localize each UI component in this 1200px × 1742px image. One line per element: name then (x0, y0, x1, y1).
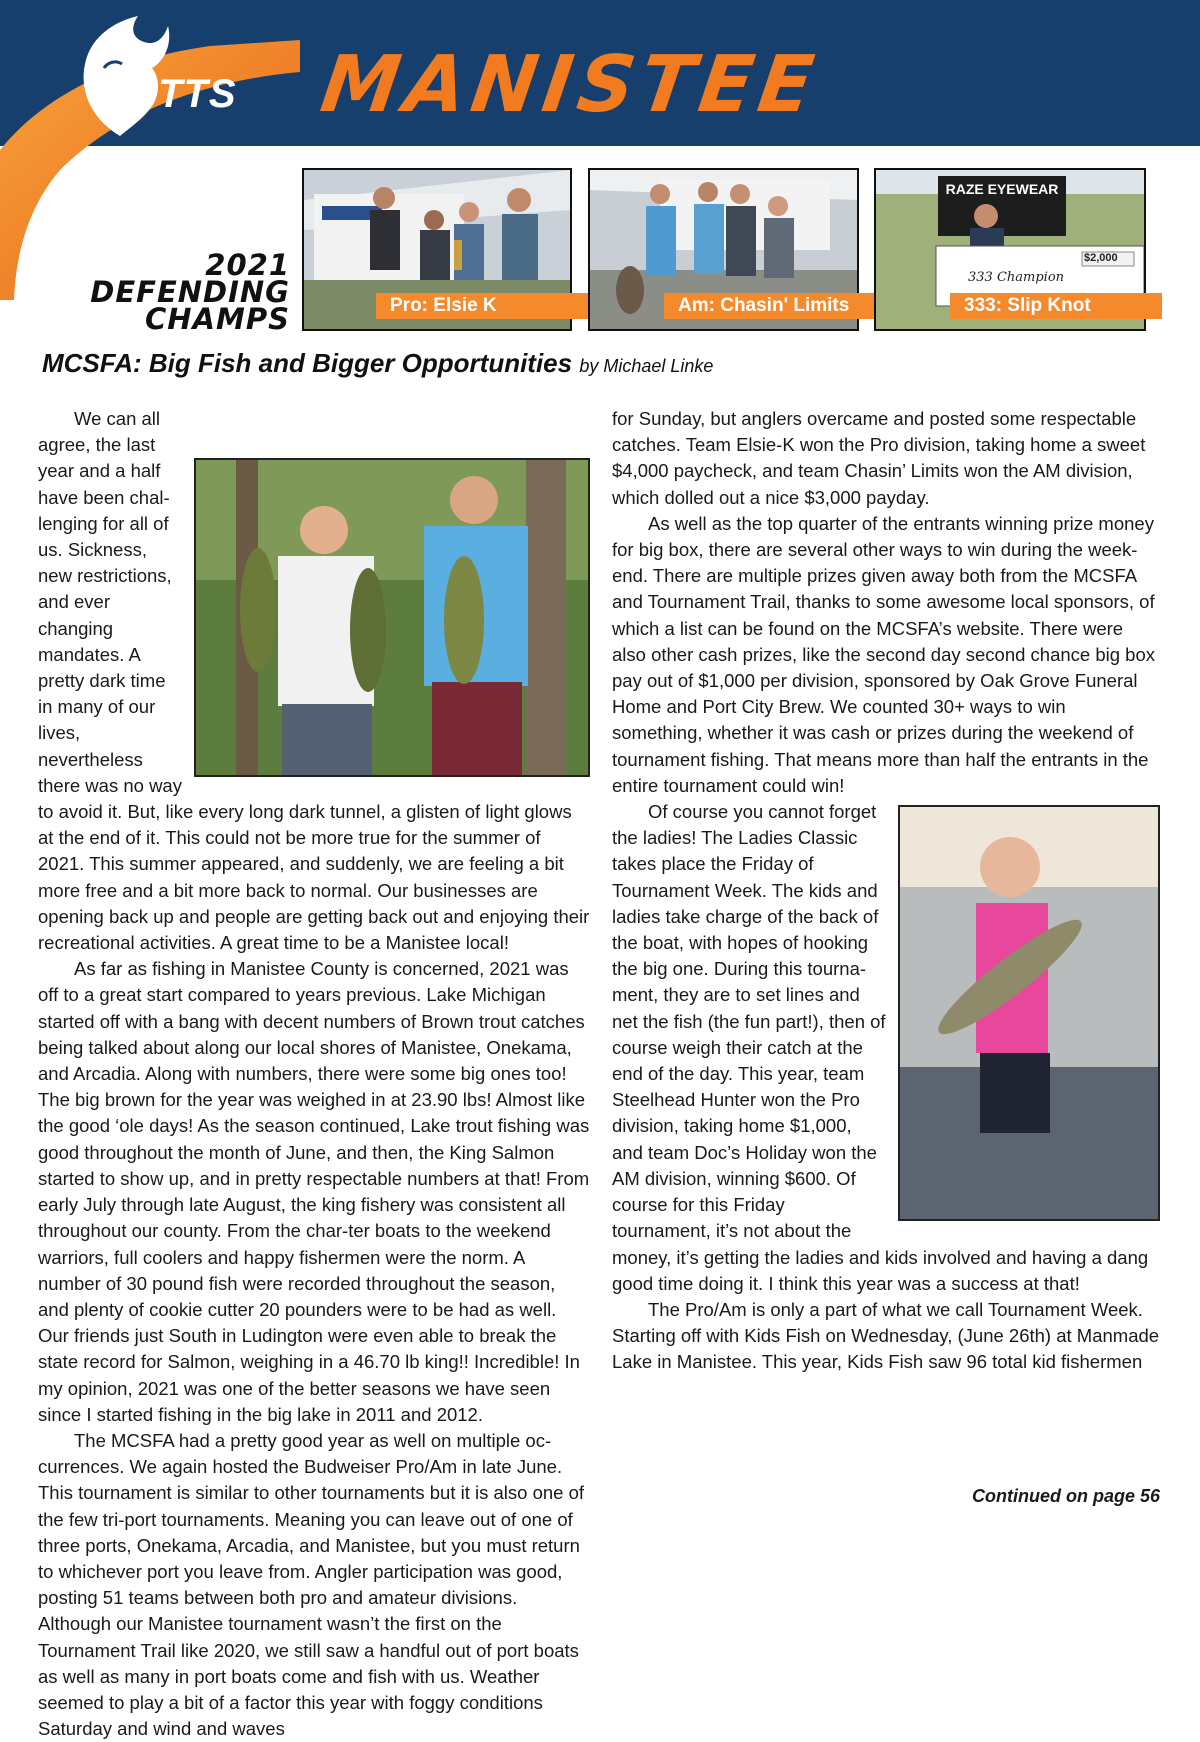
caption-am: Am: Chasin' Limits (664, 293, 878, 319)
article-byline: by Michael Linke (579, 356, 714, 376)
two-anglers-with-bass-image (196, 460, 588, 775)
champs-line2: DEFENDING (90, 275, 290, 309)
caption-333: 333: Slip Knot (950, 293, 1162, 319)
article-left-column (38, 406, 590, 1742)
check-amount-text: $2,000 (1084, 252, 1118, 264)
caption-pro: Pro: Elsie K (376, 293, 590, 319)
right-paragraph-1: for Sunday, but anglers overcame and posted some respectable catches. Team Elsie-K won the Pro division, taking home a sweet $4,000 paycheck, and team Chasin’ Limits won the AM division, which dolled out a nice $3,000 payday. (612, 408, 1146, 508)
article-right-column (612, 406, 1160, 1376)
woman-holding-walleye-image (900, 807, 1158, 1219)
champs-year: 2021 (205, 248, 290, 282)
masthead-title: MANISTEE (315, 40, 825, 130)
right-paragraph-3: Of course you cannot forget the ladies! The Ladies Classic takes place the Friday of Tournament Week. The kids and ladies take charge of the back of the boat, with hopes of hooking the big one. During this tourna-ment, they are to set lines and net the fish (the fun part!), then of course weigh their catch at the end of the day. This year, team Steelhead Hunter won the Pro division, taking home $1,000, and team Doc’s Holiday won the AM division, winning $600. Of course for this Friday tournament, it’s not about the money, it’s getting the ladies and kids involved and having a dang good time doing it. I think this year was a success at that! (612, 801, 1149, 1294)
left-paragraph-3: The MCSFA had a pretty good year as well on multiple oc-currences. We again hosted the Budweiser Pro/Am in late June. This tournament is similar to other tournaments but it is also one of the few tri-port tournaments. Meaning you can leave out of one of three ports, Onekama, Arcadia, and Manistee, but you must return to whichever port you leave from. Angler participation was good, posting 51 teams between both pro and amateur divisions. Although our Manistee tournament wasn’t the first on the Tournament Trail like 2020, we still saw a handful out of port boats as well as many in port boats come and fish with us. Weather seemed to play a bit of a factor this year with foggy conditions Saturday and wind and waves (38, 1429, 585, 1740)
right-paragraph-2: As well as the top quarter of the entrants winning prize money for big box, there are several other ways to win during the week-end. There are multiple prizes given away both from the MCSFA and Tournament Trail, thanks to some awesome local sponsors, of which a list can be found on the MCSFA’s website. There were also other cash prizes, like the second day second chance big box pay out of $1,000 per division, sponsored by Oak Grove Funeral Home and Port City Brew. We counted 30+ ways to win something, whether it was cash or prizes during the weekend of tournament fishing. That means more than half the entrants in the entire tournament could win! (612, 512, 1155, 796)
article-title: MCSFA: Big Fish and Bigger Opportunities (42, 348, 573, 378)
left-paragraph-1: We can all agree, the last year and a half have been chal-lenging for all of us. Sickness, new restrictions, and ever changing mandates. A pretty dark time in many of our lives, nevertheless there was no way to avoid it. But, like every long dark tunnel, a glisten of light glows at the end of it. This could not be more true for the summer of 2021. This summer appeared, and suddenly, we are feeling a bit more free and a bit more back to normal. Our businesses are opening back up and people are getting back out and enjoying their recreational activities. A great time to be a Manistee local! (38, 408, 590, 954)
raze-eyewear-sign-text: RAZE EYEWEAR (945, 181, 1059, 197)
continued-on-page: Continued on page 56 (972, 1486, 1161, 1506)
champs-line3: CHAMPS (145, 302, 290, 336)
tts-logo-text: TTS (158, 72, 237, 116)
left-paragraph-2: As far as fishing in Manistee County is concerned, 2021 was off to a great start compared to years previous. Lake Michigan started off with a bang with decent numbers of Brown trout catches being talked about along our local shores of Manistee, Onekama, and Arcadia. Along with numbers, there were some big ones too! The big brown for the year was weighed in at 23.90 lbs! Almost like the good ‘ole days! As the season continued, Lake trout fishing was good throughout the month of June, and then, the King Salmon started to show up, and in pretty respectable numbers at that! From early July through late August, the king fishery was consistent all throughout our county. From the char-ter boats to the weekend warriors, full coolers and happy fishermen were the norm. A number of 30 pound fish were recorded throughout the season, and plenty of cookie cutter 20 pounders were to be had as well. Our friends just South in Ludington were even able to break the state record for Salmon, weighing in a 46.70 lb king!! Incredible! In my opinion, 2021 was one of the better seasons we have seen since I started fishing in the big lake in 2011 and 2012. (38, 958, 590, 1425)
right-paragraph-4: The Pro/Am is only a part of what we call Tournament Week. Starting off with Kids Fish on Wednesday, (June 26th) at Manmade Lake in Manistee. This year, Kids Fish saw 96 total kid fishermen (612, 1298, 1160, 1373)
check-champion-text: 333 Champion (968, 270, 1065, 285)
article-headline (42, 348, 713, 379)
anglers-photo (194, 458, 590, 777)
defending-champs-heading (38, 248, 290, 336)
ladies-classic-photo (898, 805, 1160, 1221)
